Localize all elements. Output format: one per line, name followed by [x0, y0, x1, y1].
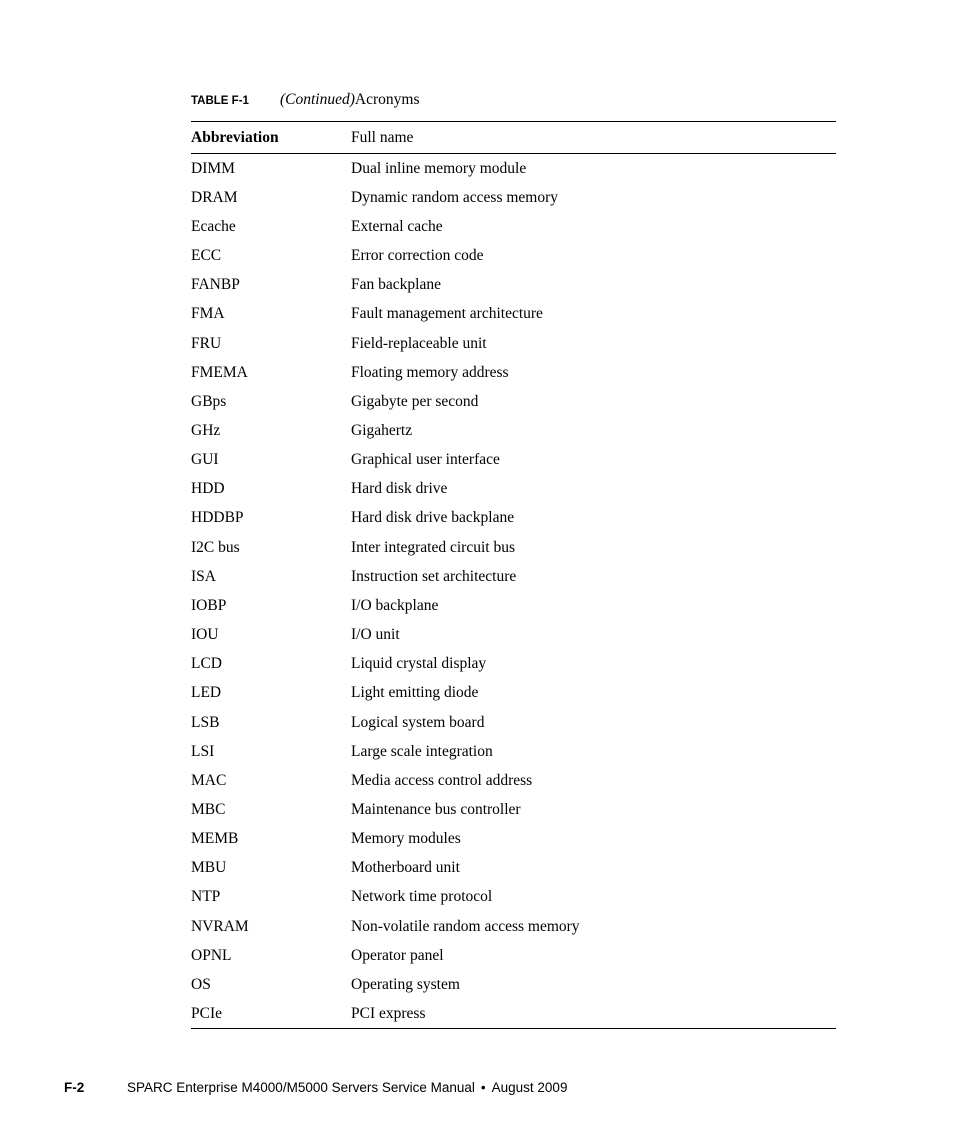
- footer-date: August 2009: [491, 1079, 568, 1095]
- table-caption-label: TABLE F-1: [191, 95, 249, 107]
- full-name-cell: Fault management architecture: [351, 305, 543, 323]
- full-name-cell: I/O backplane: [351, 596, 439, 614]
- abbreviation-cell: MAC: [191, 771, 227, 789]
- table-body: [191, 154, 836, 1029]
- full-name-cell: Gigabyte per second: [351, 392, 479, 410]
- full-name-cell: Inter integrated circuit bus: [351, 538, 515, 556]
- full-name-cell: Graphical user interface: [351, 451, 500, 469]
- full-name-cell: Operating system: [351, 975, 460, 993]
- abbreviation-cell: OS: [191, 975, 211, 993]
- full-name-cell: Error correction code: [351, 247, 484, 265]
- full-name-cell: Dual inline memory module: [351, 159, 527, 177]
- table-row: [191, 795, 836, 824]
- full-name-cell: Dynamic random access memory: [351, 188, 559, 206]
- table-row: [191, 241, 836, 270]
- footer-page-number: F-2: [64, 1079, 85, 1095]
- table-row: [191, 183, 836, 212]
- table-row: [191, 387, 836, 416]
- table-row: [191, 708, 836, 737]
- full-name-cell: Network time protocol: [351, 888, 493, 906]
- abbreviation-cell: FANBP: [191, 276, 240, 294]
- table-caption-title: Acronyms: [354, 91, 420, 108]
- table-row: [191, 650, 836, 679]
- abbreviation-cell: LED: [191, 684, 222, 702]
- full-name-cell: Memory modules: [351, 830, 461, 848]
- table-row: [191, 912, 836, 941]
- table-row: [191, 416, 836, 445]
- abbreviation-cell: ECC: [191, 247, 222, 265]
- full-name-cell: Floating memory address: [351, 363, 509, 381]
- abbreviation-cell: LSB: [191, 713, 220, 731]
- full-name-cell: Hard disk drive: [351, 480, 448, 498]
- table-row: [191, 271, 836, 300]
- full-name-cell: Field-replaceable unit: [351, 334, 487, 352]
- full-name-cell: External cache: [351, 217, 443, 235]
- table-row: [191, 358, 836, 387]
- full-name-cell: Liquid crystal display: [351, 655, 487, 673]
- abbreviation-cell: DIMM: [191, 159, 235, 177]
- abbreviation-cell: LSI: [191, 742, 215, 760]
- table-caption: [191, 91, 419, 111]
- table-row: [191, 679, 836, 708]
- table-row: [191, 300, 836, 329]
- abbreviation-cell: HDDBP: [191, 509, 244, 527]
- abbreviation-cell: IOBP: [191, 596, 227, 614]
- full-name-cell: Instruction set architecture: [351, 567, 517, 585]
- abbreviation-cell: GBps: [191, 392, 227, 410]
- full-name-cell: Large scale integration: [351, 742, 493, 760]
- table-row: [191, 766, 836, 795]
- table-row: [191, 883, 836, 912]
- full-name-cell: Media access control address: [351, 771, 533, 789]
- table-row: [191, 854, 836, 883]
- abbreviation-cell: OPNL: [191, 946, 232, 964]
- table-row: [191, 475, 836, 504]
- table-row: [191, 825, 836, 854]
- abbreviation-cell: NVRAM: [191, 917, 249, 935]
- table-row: [191, 621, 836, 650]
- footer-separator: •: [480, 1079, 486, 1095]
- abbreviation-cell: MEMB: [191, 830, 239, 848]
- table-header-row: [191, 126, 836, 150]
- table-row: [191, 504, 836, 533]
- table-row: [191, 329, 836, 358]
- abbreviation-cell: IOU: [191, 626, 219, 644]
- table-row: [191, 1000, 836, 1029]
- full-name-cell: Motherboard unit: [351, 859, 460, 877]
- page-footer: [64, 1077, 567, 1097]
- header-full-name: Full name: [351, 129, 414, 146]
- full-name-cell: Operator panel: [351, 946, 444, 964]
- table-row: [191, 212, 836, 241]
- abbreviation-cell: FMEMA: [191, 363, 248, 381]
- table-row: [191, 737, 836, 766]
- full-name-cell: Logical system board: [351, 713, 485, 731]
- abbreviation-cell: DRAM: [191, 188, 238, 206]
- table-row: [191, 562, 836, 591]
- abbreviation-cell: GUI: [191, 451, 219, 469]
- full-name-cell: Non-volatile random access memory: [351, 917, 580, 935]
- abbreviation-cell: LCD: [191, 655, 222, 673]
- abbreviation-cell: PCIe: [191, 1005, 222, 1023]
- full-name-cell: Maintenance bus controller: [351, 801, 521, 819]
- abbreviation-cell: NTP: [191, 888, 221, 906]
- table-row: [191, 533, 836, 562]
- abbreviation-cell: HDD: [191, 480, 225, 498]
- abbreviation-cell: FRU: [191, 334, 222, 352]
- abbreviation-cell: FMA: [191, 305, 225, 323]
- table-top-rule: [191, 121, 836, 122]
- table-caption-continued: (Continued): [280, 91, 355, 108]
- full-name-cell: PCI express: [351, 1005, 426, 1023]
- footer-manual-title: SPARC Enterprise M4000/M5000 Servers Service Manual: [127, 1079, 475, 1095]
- abbreviation-cell: ISA: [191, 567, 216, 585]
- abbreviation-cell: GHz: [191, 421, 221, 439]
- header-abbreviation: Abbreviation: [191, 129, 279, 146]
- full-name-cell: Hard disk drive backplane: [351, 509, 515, 527]
- full-name-cell: I/O unit: [351, 626, 400, 644]
- table-row: [191, 446, 836, 475]
- full-name-cell: Gigahertz: [351, 421, 413, 439]
- abbreviation-cell: Ecache: [191, 217, 236, 235]
- table-row: [191, 970, 836, 999]
- abbreviation-cell: MBC: [191, 801, 226, 819]
- table-bottom-rule: [191, 1028, 836, 1029]
- abbreviation-cell: MBU: [191, 859, 227, 877]
- table-row: [191, 941, 836, 970]
- abbreviation-cell: I2C bus: [191, 538, 240, 556]
- table-row: [191, 154, 836, 183]
- full-name-cell: Fan backplane: [351, 276, 441, 294]
- table-row: [191, 591, 836, 620]
- full-name-cell: Light emitting diode: [351, 684, 479, 702]
